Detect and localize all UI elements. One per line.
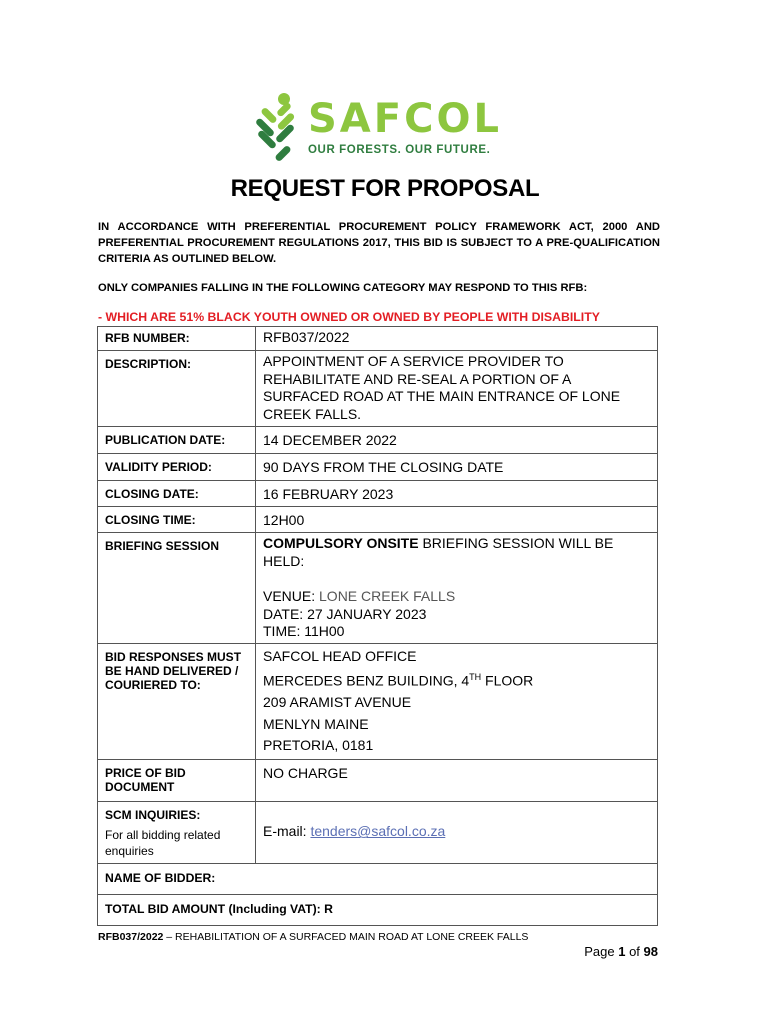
briefing-rest: BRIEFING SESSION WILL BE HELD: <box>263 535 614 569</box>
logo-tagline: OUR FORESTS. OUR FUTURE. <box>308 144 491 156</box>
table-row <box>98 507 658 533</box>
closing-time-label: CLOSING TIME: <box>98 507 256 533</box>
briefing-venue <box>263 588 650 606</box>
rfb-number-label: RFB NUMBER: <box>98 327 256 351</box>
briefing-session-label: BRIEFING SESSION <box>98 533 256 644</box>
briefing-time: TIME: 11H00 <box>263 623 345 639</box>
address-line-text: FLOOR <box>481 672 534 689</box>
price-label: PRICE OF BID DOCUMENT <box>98 759 256 801</box>
document-title: REQUEST FOR PROPOSAL <box>230 175 540 202</box>
email-link[interactable]: tenders@safcol.co.za <box>310 823 446 840</box>
table-row <box>98 481 658 507</box>
current-page: 1 <box>618 944 626 959</box>
of-word: of <box>625 944 644 959</box>
table-row <box>98 351 658 427</box>
delivery-label: BID RESPONSES MUST BE HAND DELIVERED / COURIERED TO: <box>98 643 256 759</box>
table-row <box>98 863 658 894</box>
publication-date-value: 14 DECEMBER 2022 <box>256 427 658 454</box>
table-row <box>98 643 658 759</box>
closing-date-value: 16 FEBRUARY 2023 <box>256 481 658 507</box>
table-row <box>98 327 658 351</box>
category-note: ONLY COMPANIES FALLING IN THE FOLLOWING CATEGORY MAY RESPOND TO THIS RFB: <box>98 282 588 294</box>
total-bid-label: TOTAL BID AMOUNT (Including VAT): R <box>98 894 658 925</box>
briefing-session-value <box>256 533 658 644</box>
address-line: PRETORIA, 0181 <box>263 737 374 754</box>
closing-date-label: CLOSING DATE: <box>98 481 256 507</box>
bidder-name-label: NAME OF BIDDER: <box>98 863 658 894</box>
validity-period-value: 90 DAYS FROM THE CLOSING DATE <box>256 454 658 481</box>
address-line: 209 ARAMIST AVENUE <box>263 694 412 711</box>
price-value: NO CHARGE <box>256 759 658 801</box>
page-word: Page <box>584 944 619 959</box>
scm-email <box>256 801 658 863</box>
intro-paragraph: IN ACCORDANCE WITH PREFERENTIAL PROCUREMENT POLICY FRAMEWORK ACT, 2000 AND PREFERENTIAL PROCUREMENT REGULATIONS 2017, THIS BID IS SUBJECT TO A PRE-QUALIFICATION CRITERIA AS OUTLINED BELOW. <box>98 221 660 265</box>
table-row <box>98 427 658 454</box>
scm-label-text: SCM INQUIRIES: <box>105 807 201 822</box>
publication-date-label: PUBLICATION DATE: <box>98 427 256 454</box>
address-line <box>263 667 650 692</box>
address-line-text: MERCEDES BENZ BUILDING, 4 <box>263 672 470 689</box>
address-superscript: TH <box>469 672 482 682</box>
validity-period-label: VALIDITY PERIOD: <box>98 454 256 481</box>
footer-text: – REHABILITATION OF A SURFACED MAIN ROAD AT LONE CREEK FALLS <box>163 931 529 943</box>
venue-label: VENUE: <box>263 588 320 604</box>
venue-value: LONE CREEK FALLS <box>319 588 456 604</box>
logo-wordmark: SAFCOL <box>308 96 502 142</box>
address-line: MENLYN MAINE <box>263 715 369 732</box>
footer-ref: RFB037/2022 <box>98 931 164 943</box>
delivery-address <box>256 643 658 759</box>
description-value: APPOINTMENT OF A SERVICE PROVIDER TO REHABILITATE AND RE-SEAL A PORTION OF A SURFACED ROAD AT THE MAIN ENTRANCE OF LONE CREEK FALLS. <box>256 351 658 427</box>
table-row <box>98 894 658 925</box>
safcol-leaf-icon <box>252 90 308 162</box>
table-row <box>98 533 658 644</box>
table-row <box>98 759 658 801</box>
briefing-emphasis: COMPULSORY ONSITE <box>263 535 419 551</box>
page-footer <box>98 931 528 943</box>
closing-time-value: 12H00 <box>256 507 658 533</box>
description-label: DESCRIPTION: <box>98 351 256 427</box>
table-row <box>98 801 658 863</box>
table-row <box>98 454 658 481</box>
scm-sublabel: For all bidding related enquiries <box>105 827 221 858</box>
scm-label <box>98 801 256 863</box>
address-line: SAFCOL HEAD OFFICE <box>263 647 417 664</box>
rfb-number-value: RFB037/2022 <box>256 327 658 351</box>
briefing-statement <box>263 535 650 570</box>
eligibility-category: - WHICH ARE 51% BLACK YOUTH OWNED OR OWNED BY PEOPLE WITH DISABILITY <box>98 310 600 324</box>
rfb-details-table <box>97 326 658 926</box>
page-number <box>584 944 658 959</box>
safcol-logo <box>252 90 512 162</box>
email-label: E-mail: <box>263 823 311 840</box>
total-pages: 98 <box>643 944 658 959</box>
briefing-date: DATE: 27 JANUARY 2023 <box>263 605 427 622</box>
